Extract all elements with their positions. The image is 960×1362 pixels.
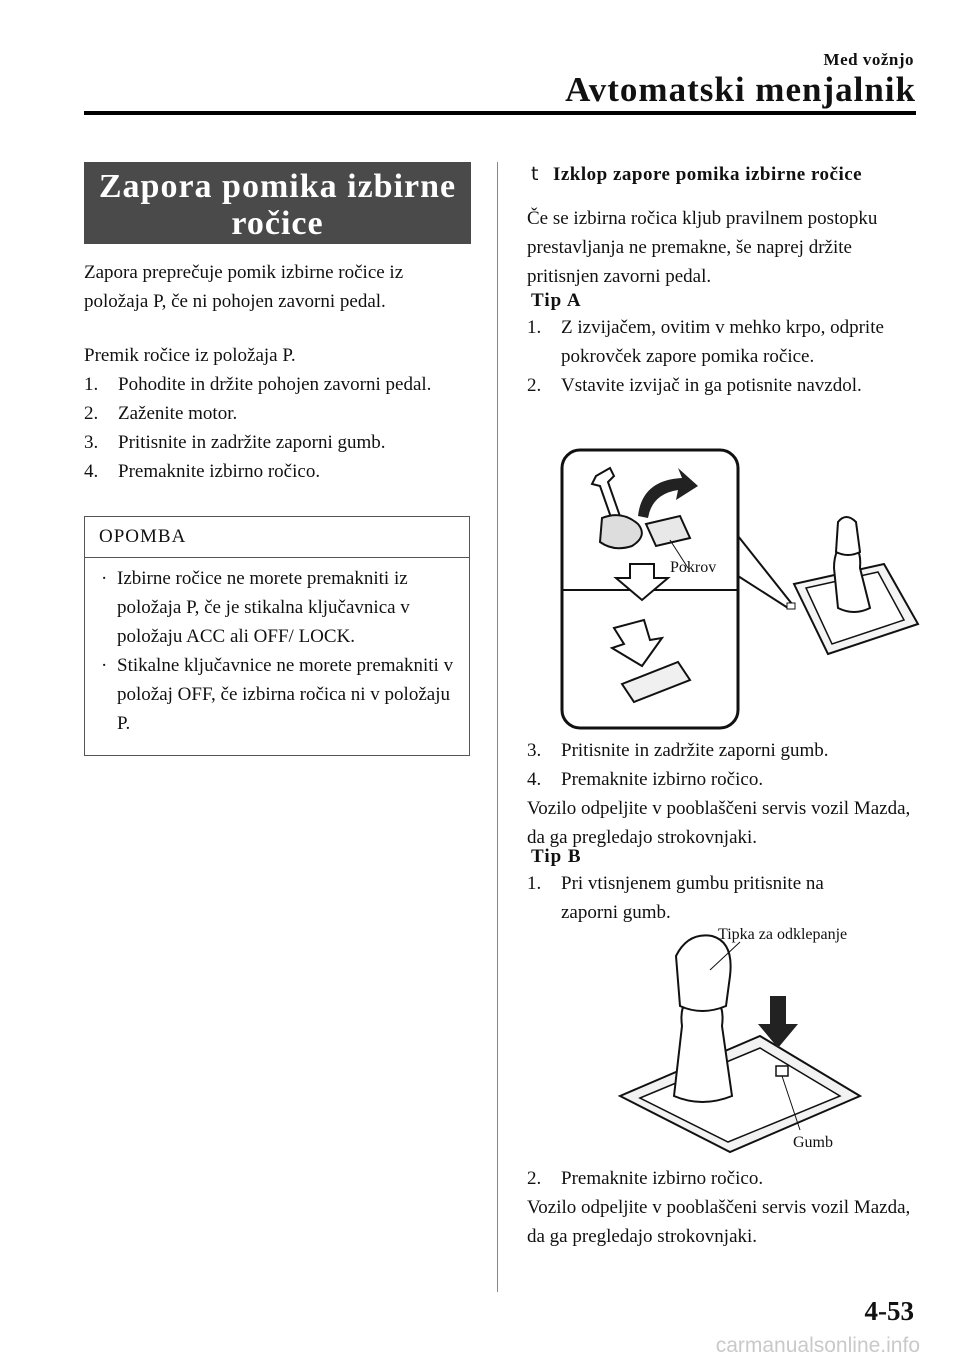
column-divider [497, 162, 498, 1292]
list-item: 2. Zaženite motor. [84, 403, 238, 424]
fig2-label-gumb: Gumb [793, 1134, 833, 1151]
tip-a-steps [527, 313, 917, 400]
shifter-icon [620, 935, 860, 1152]
tip-b-steps [527, 869, 877, 927]
list-item: 2. Vstavite izvijač in ga potisnite navzdol. [527, 375, 862, 396]
header-section: Med vožnjo [823, 50, 914, 69]
page-number: 4-53 [864, 1296, 914, 1326]
header-title: Avtomatski menjalnik [565, 70, 916, 109]
right-intro: Če se izbirna ročica kljub pravilnem postopku prestavljanja ne premakne, še naprej držite pritisnjen zavorni pedal. [527, 208, 878, 287]
figure-tip-a [560, 448, 920, 733]
tip-b-after: Vozilo odpeljite v pooblaščeni servis vozil Mazda, da ga pregledajo strokovnjaki. [527, 1197, 911, 1247]
left-steps [84, 370, 464, 486]
list-item: 1. Pohodite in držite pohojen zavorni pedal. [84, 374, 432, 395]
tip-a-steps-cont [527, 736, 917, 794]
header-rule [84, 111, 916, 115]
tip-b-steps-cont [527, 1164, 917, 1193]
subsection-heading: t Izklop zapore pomika izbirne ročice [531, 163, 863, 185]
fig2-label-unlock: Tipka za odklepanje [718, 926, 848, 943]
intro-paragraph [84, 258, 484, 316]
section-title-line2: ročice [231, 205, 324, 242]
list-item: 3. Pritisnite in zadržite zaporni gumb. [527, 740, 829, 761]
section-title-line1: Zapora pomika izbirne [98, 168, 457, 205]
tip-a-after: Vozilo odpeljite v pooblaščeni servis vozil Mazda, da ga pregledajo strokovnjaki. [527, 798, 911, 848]
list-item: 4. Premaknite izbirno ročico. [527, 769, 764, 790]
note-heading: OPOMBA [85, 517, 469, 558]
section-mark-icon: t [531, 163, 539, 185]
tip-a-label: Tip A [531, 290, 582, 311]
section-title-box [84, 162, 471, 244]
intro-line-1: Zapora preprečuje pomik izbirne ročice iz [84, 262, 404, 283]
move-heading: Premik ročice iz položaja P. [84, 345, 296, 366]
list-item: 3. Pritisnite in zadržite zaporni gumb. [84, 432, 386, 453]
tip-b-label: Tip B [531, 846, 582, 867]
note-item: · Izbirne ročice ne morete premakniti iz položaja P, če je stikalna ključavnica v položaju ACC ali OFF/ LOCK. [101, 568, 410, 647]
note-box [84, 516, 470, 756]
watermark: carmanualsonline.info [715, 1334, 920, 1357]
list-item: 4. Premaknite izbirno ročico. [84, 461, 321, 482]
list-item: 1. Z izvijačem, ovitim v mehko krpo, odprite pokrovček zapore pomika ročice. [527, 317, 884, 367]
list-item: 2. Premaknite izbirno ročico. [527, 1168, 764, 1189]
note-item: · Stikalne ključavnice ne morete premakniti v položaj OFF, če izbirna ročica ni v položaju P. [101, 655, 454, 734]
note-list [85, 564, 469, 738]
intro-line-2: položaja P, če ni pohojen zavorni pedal. [84, 291, 386, 312]
list-item: 1. Pri vtisnjenem gumbu pritisnite na zaporni gumb. [527, 873, 824, 923]
zoom-line-bottom [738, 576, 788, 608]
shifter-icon [787, 517, 918, 654]
figure-tip-b [610, 926, 880, 1156]
fig1-label-pokrov: Pokrov [670, 559, 717, 576]
